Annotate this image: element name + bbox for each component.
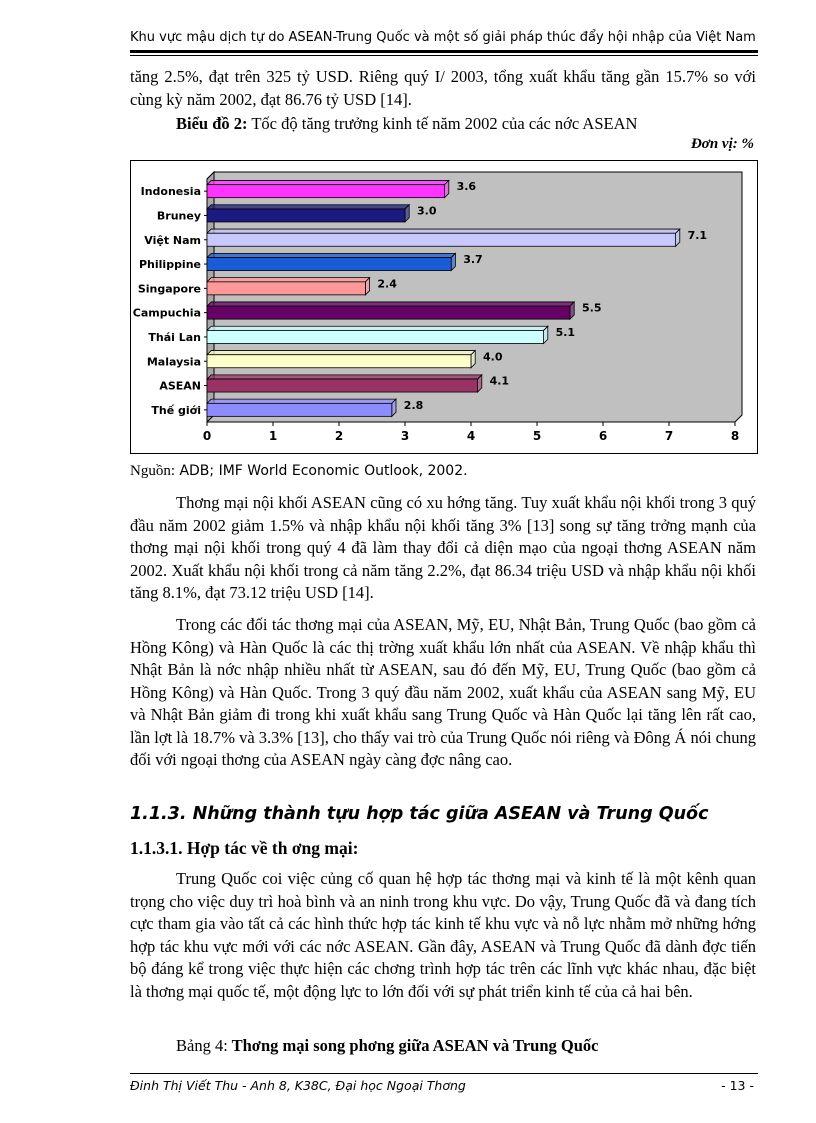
chart-svg	[131, 161, 757, 453]
x-tick-label-4: 4	[466, 429, 476, 443]
bar-2	[207, 233, 676, 246]
data-label-2: 7.1	[687, 228, 708, 242]
page-number: - 13 -	[721, 1078, 754, 1093]
source-text: ADB; IMF World Economic Outlook, 2002.	[175, 463, 468, 479]
bar-top-5	[207, 302, 574, 306]
category-label-2: Việt Nam	[144, 233, 201, 247]
bar-8	[207, 379, 478, 392]
data-label-3: 3.7	[463, 253, 483, 267]
subsection-heading: 1.1.3.1. Hợp tác về th ơng mại:	[130, 838, 359, 858]
bar-0	[207, 185, 445, 198]
figure-caption-text: Tốc độ tăng trưởng kinh tế năm 2002 của các nớc ASEAN	[247, 114, 638, 133]
source-label: Nguồn:	[130, 463, 175, 479]
bar-5	[207, 306, 570, 319]
running-header: Khu vực mậu dịch tự do ASEAN-Trung Quốc và một số giải pháp thúc đẩy hội nhập của Việt Nam	[130, 30, 756, 45]
bar-top-1	[207, 205, 409, 209]
data-label-9: 2.8	[403, 398, 424, 412]
bar-top-4	[207, 278, 370, 282]
bar-top-3	[207, 253, 455, 257]
data-label-1: 3.0	[417, 204, 437, 218]
figure-unit: Đơn vị: %	[690, 136, 754, 152]
header-rule-thick	[130, 50, 758, 53]
figure-source	[130, 463, 468, 480]
data-label-6: 5.1	[555, 325, 576, 339]
category-label-9: Thế giới	[151, 403, 201, 417]
category-label-4: Singapore	[137, 282, 201, 296]
category-label-7: Malaysia	[146, 355, 201, 369]
paragraph-cooperation: Trung Quốc coi việc củng cố quan hệ hợp tác thơng mại và kinh tế là một kênh quan trọng cho việc duy trì hoà bình và an ninh trong khu vực. Do vậy, Trung Quốc đã và đang tích cực tham gia vào tất cả các hình thức hợp tác kinh tế khu vực và nỗ lực nhằm mở những hớng hợp tác khu vực mới với các nớc ASEAN. Gần đây, ASEAN và Trung Quốc đã dành đợc tiến bộ đáng kể trong việc thực hiện các chơng trình hợp tác trên các lĩnh vực khác nhau, đặc biệt là thơng mại quốc tế, một động lực to lớn đối với sự phát triển kinh tế của cả hai bên.	[130, 869, 756, 1001]
paragraph-trade-partners: Trong các đối tác thơng mại của ASEAN, Mỹ, EU, Nhật Bản, Trung Quốc (bao gồm cả Hồng Kông) và Hàn Quốc là các thị trờng xuất khẩu lớn nhất của ASEAN. Về nhập khẩu thì Nhật Bản là nớc nhập nhiều nhất từ ASEAN, sau đó đến Mỹ, EU, Trung Quốc (bao gồm cả Hồng Kông) và Hàn Quốc. Trong 3 quý đầu năm 2002, xuất khẩu của ASEAN sang Mỹ, EU và Nhật Bản giảm đi trong khi xuất khẩu sang Trung Quốc và Hàn Quốc lại tăng lên rất cao, lần lợt là 18.7% và 3.3% [13], cho thấy vai trò của Trung Quốc nói riêng và Đông Á nói chung đối với ngoại thơng của ASEAN ngày càng đợc nâng cao.	[130, 615, 756, 769]
category-label-8: ASEAN	[159, 379, 201, 393]
bar-4	[207, 282, 365, 295]
bar-top-7	[207, 351, 475, 355]
category-label-3: Philippine	[138, 258, 201, 272]
header-rule-thin	[130, 55, 758, 56]
x-tick-label-2: 2	[334, 429, 344, 443]
paragraph-intra-asean-trade: Thơng mại nội khối ASEAN cũng có xu hớng tăng. Tuy xuất khẩu nội khối trong 3 quý đầu năm 2002 giảm 1.5% và nhập khẩu nội khối tăng 3% [13] song sự tăng trởng mạnh của thơng mại nội khối trong quý 4 đã làm thay đổi cả diện mạo của ngoại thơng ASEAN năm 2002. Xuất khẩu nội khối trong cả năm tăng 2.2%, đạt 86.34 triệu USD và nhập khẩu nội khối tăng 8.1%, đạt 73.12 triệu USD [14].	[130, 493, 756, 602]
footer-rule	[130, 1073, 758, 1074]
bar-3	[207, 258, 451, 271]
footer-author: Đinh Thị Viết Thu - Anh 8, K38C, Đại học Ngoại Thơng	[130, 1078, 466, 1093]
growth-bar-chart	[130, 160, 758, 454]
data-label-5: 5.5	[582, 301, 602, 315]
figure-caption	[176, 114, 637, 134]
table-caption-label: Bảng 4:	[176, 1036, 228, 1055]
table-caption-text: Thơng mại song phơng giữa ASEAN và Trung Quốc	[227, 1036, 599, 1055]
bar-6	[207, 330, 544, 343]
bar-top-0	[207, 180, 449, 184]
bar-top-9	[207, 399, 396, 403]
bar-top-6	[207, 326, 548, 330]
category-label-5: Campuchia	[132, 306, 201, 320]
data-label-7: 4.0	[483, 350, 503, 364]
x-tick-label-6: 6	[598, 429, 608, 443]
section-heading: 1.1.3. Những thành tựu hợp tác giữa ASEAN và Trung Quốc	[130, 804, 709, 824]
category-label-6: Thái Lan	[148, 330, 201, 344]
x-tick-label-1: 1	[268, 429, 278, 443]
bar-top-8	[207, 375, 482, 379]
x-tick-label-8: 8	[730, 429, 740, 443]
x-tick-label-5: 5	[532, 429, 542, 443]
bar-top-2	[207, 229, 680, 233]
intro-paragraph: tăng 2.5%, đạt trên 325 tỷ USD. Riêng quý I/ 2003, tổng xuất khẩu tăng gần 15.7% so với cùng kỳ năm 2002, đạt 86.76 tỷ USD [14].	[130, 67, 756, 109]
x-tick-label-0: 0	[202, 429, 212, 443]
x-tick-label-3: 3	[400, 429, 410, 443]
table-caption	[176, 1036, 598, 1056]
figure-caption-label: Biểu đồ 2:	[176, 114, 248, 133]
bar-7	[207, 355, 471, 368]
x-tick-label-7: 7	[664, 429, 674, 443]
bar-1	[207, 209, 405, 222]
category-label-0: Indonesia	[140, 185, 201, 199]
category-label-1: Bruney	[156, 209, 201, 223]
data-label-0: 3.6	[456, 180, 477, 194]
data-label-4: 2.4	[377, 277, 397, 291]
data-label-8: 4.1	[489, 374, 510, 388]
bar-9	[207, 403, 392, 416]
